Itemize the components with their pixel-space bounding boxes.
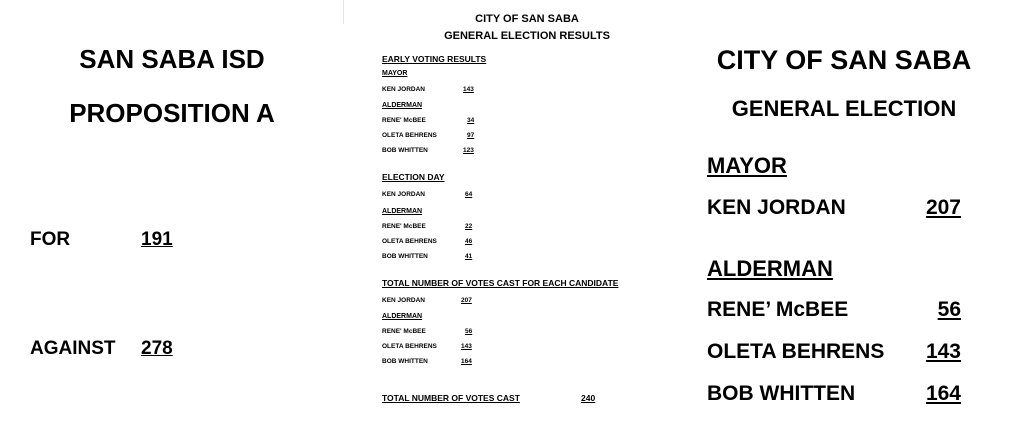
city-alderman-name: BOB WHITTEN [707, 382, 856, 405]
document-edge [343, 0, 344, 24]
isd-title-line1: SAN SABA ISD [79, 44, 265, 74]
total-mayor-name: KEN JORDAN [382, 297, 425, 304]
doc-title-line1: CITY OF SAN SABA [475, 13, 579, 25]
day-alderman-votes: 46 [465, 238, 473, 245]
total-alderman-heading: ALDERMAN [382, 313, 423, 320]
early-alderman-name: OLETA BEHRENS [382, 132, 437, 139]
city-mayor-name: KEN JORDAN [707, 196, 846, 219]
day-alderman-name: OLETA BEHRENS [382, 238, 437, 245]
isd-against-label: AGAINST [30, 338, 116, 359]
city-alderman-votes: 56 [937, 298, 961, 321]
early-alderman-heading: ALDERMAN [382, 102, 423, 109]
city-alderman-votes: 143 [925, 340, 961, 363]
city-alderman-name: RENE’ McBEE [707, 298, 849, 321]
city-subtitle: GENERAL ELECTION [731, 96, 957, 121]
early-alderman-votes: 123 [463, 147, 474, 154]
isd-against-value: 278 [141, 338, 173, 359]
early-voting-heading: EARLY VOTING RESULTS [382, 54, 487, 64]
total-mayor-votes: 207 [461, 297, 472, 304]
city-mayor-votes: 207 [925, 196, 961, 219]
city-alderman-name: OLETA BEHRENS [707, 340, 885, 363]
early-mayor-heading: MAYOR [382, 70, 408, 77]
total-alderman-name: OLETA BEHRENS [382, 343, 437, 350]
early-alderman-votes: 34 [467, 117, 475, 124]
total-alderman-votes: 164 [461, 358, 472, 365]
totals-heading: TOTAL NUMBER OF VOTES CAST FOR EACH CANDIDATE [382, 278, 619, 288]
early-alderman-votes: 97 [467, 132, 475, 139]
city-title: CITY OF SAN SABA [716, 45, 972, 75]
grand-total-label: TOTAL NUMBER OF VOTES CAST [382, 393, 520, 403]
day-alderman-name: BOB WHITTEN [382, 253, 428, 260]
total-alderman-votes: 56 [465, 328, 473, 335]
total-alderman-name: RENE' McBEE [382, 328, 426, 335]
isd-for-value: 191 [141, 229, 173, 250]
city-alderman-votes: 164 [925, 382, 961, 405]
day-mayor-votes: 64 [465, 191, 473, 198]
grand-total-value: 240 [581, 393, 596, 403]
early-alderman-name: RENE' McBEE [382, 117, 426, 124]
city-alderman-heading: ALDERMAN [707, 256, 833, 281]
day-alderman-votes: 22 [465, 223, 473, 230]
isd-for-label: FOR [30, 229, 71, 250]
early-mayor-votes: 143 [463, 86, 474, 93]
day-alderman-name: RENE' McBEE [382, 223, 426, 230]
isd-title-line2: PROPOSITION A [69, 98, 275, 128]
total-alderman-name: BOB WHITTEN [382, 358, 428, 365]
election-day-heading: ELECTION DAY [382, 172, 445, 182]
doc-title-line2: GENERAL ELECTION RESULTS [444, 30, 610, 42]
day-mayor-name: KEN JORDAN [382, 191, 425, 198]
day-alderman-votes: 41 [465, 253, 473, 260]
city-mayor-heading: MAYOR [707, 153, 787, 178]
early-mayor-name: KEN JORDAN [382, 86, 425, 93]
early-alderman-name: BOB WHITTEN [382, 147, 428, 154]
total-alderman-votes: 143 [461, 343, 472, 350]
day-alderman-heading: ALDERMAN [382, 208, 423, 215]
